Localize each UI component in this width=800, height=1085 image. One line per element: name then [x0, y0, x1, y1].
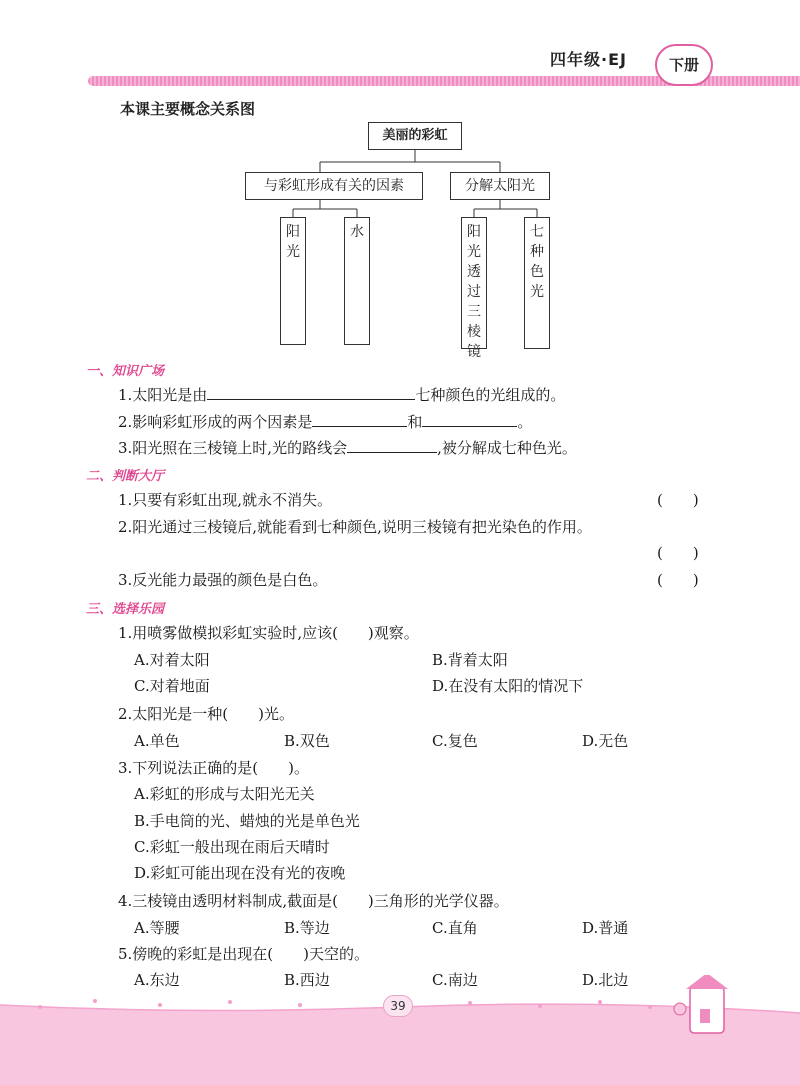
choice-option[interactable]: D.普通	[582, 919, 629, 937]
judge-question-3: 3.反光能力最强的颜色是白色。	[118, 571, 328, 589]
leaf-char: 七	[530, 224, 544, 240]
leaf-char: 透	[467, 264, 481, 280]
choice-option[interactable]: D.在没有太阳的情况下	[432, 677, 584, 695]
judge-answer-1[interactable]: ( )	[657, 491, 699, 509]
leaf-char: 三	[467, 304, 481, 320]
question-text: 七种颜色的光组成的。	[415, 386, 566, 404]
choice-option[interactable]: A.等腰	[134, 919, 180, 937]
choice-option[interactable]: C.南边	[432, 971, 478, 989]
choice-option[interactable]: D.北边	[582, 971, 629, 989]
answer-blank[interactable]	[347, 439, 437, 453]
choice-option[interactable]: C.直角	[432, 919, 478, 937]
footer-wave-decoration	[0, 975, 800, 1085]
concept-leaf-seven-colors	[524, 217, 550, 349]
leaf-char: 种	[530, 244, 544, 260]
concept-root-box: 美丽的彩虹	[368, 122, 462, 150]
leaf-char: 光	[467, 244, 481, 260]
question-text: 1.太阳光是由	[118, 386, 208, 404]
leaf-char: 光	[286, 244, 300, 260]
choice-option[interactable]: C.对着地面	[134, 677, 210, 695]
choice-option[interactable]: B.背着太阳	[432, 651, 508, 669]
concept-leaf-prism	[461, 217, 487, 360]
judge-answer-3[interactable]: ( )	[657, 571, 699, 589]
choice-question-4: 4.三棱镜由透明材料制成,截面是( )三角形的光学仪器。	[118, 892, 509, 910]
fill-question-1	[118, 384, 565, 405]
question-text: 2.影响彩虹形成的两个因素是	[118, 413, 313, 431]
judge-question-1: 1.只要有彩虹出现,就永不消失。	[118, 491, 333, 509]
choice-option[interactable]: C.复色	[432, 732, 478, 750]
leaf-char: 过	[467, 284, 481, 300]
leaf-char: 水	[350, 224, 364, 240]
section-knowledge-heading: 一、知识广场	[86, 364, 165, 379]
choice-option[interactable]: A.对着太阳	[134, 651, 210, 669]
question-text: 。	[517, 413, 533, 431]
answer-blank[interactable]	[312, 413, 407, 427]
concept-leaf-sunlight	[280, 217, 306, 345]
choice-option[interactable]: A.单色	[134, 732, 180, 750]
leaf-char: 棱	[467, 324, 481, 340]
concept-branch-factors: 与彩虹形成有关的因素	[245, 172, 423, 200]
grade-label: 四年级·EJ	[550, 50, 627, 69]
choice-question-2: 2.太阳光是一种( )光。	[118, 705, 295, 723]
section-choice-heading: 三、选择乐园	[86, 602, 165, 617]
judge-answer-2[interactable]: ( )	[657, 544, 699, 562]
concept-branch-decompose: 分解太阳光	[450, 172, 550, 200]
leaf-char: 镜	[467, 344, 481, 360]
choice-option[interactable]: B.西边	[284, 971, 330, 989]
concept-leaf-water	[344, 217, 370, 345]
concept-map-title: 本课主要概念关系图	[120, 100, 256, 118]
choice-question-1: 1.用喷雾做模拟彩虹实验时,应该( )观察。	[118, 624, 419, 642]
answer-blank[interactable]	[422, 413, 517, 427]
choice-option[interactable]: D.彩虹可能出现在没有光的夜晚	[134, 864, 346, 882]
leaf-char: 色	[530, 264, 544, 280]
question-text: 3.阳光照在三棱镜上时,光的路线会	[118, 439, 348, 457]
judge-question-2: 2.阳光通过三棱镜后,就能看到七种颜色,说明三棱镜有把光染色的作用。	[118, 518, 592, 536]
choice-question-5: 5.傍晚的彩虹是出现在( )天空的。	[118, 945, 370, 963]
choice-option[interactable]: A.东边	[134, 971, 180, 989]
section-judge-heading: 二、判断大厅	[86, 469, 165, 484]
choice-question-3: 3.下列说法正确的是( )。	[118, 759, 310, 777]
fill-question-3	[118, 437, 577, 458]
leaf-char: 光	[530, 284, 544, 300]
leaf-char: 阳	[286, 224, 300, 240]
answer-blank[interactable]	[207, 386, 415, 400]
choice-option[interactable]: C.彩虹一般出现在雨后天晴时	[134, 838, 330, 856]
volume-badge: 下册	[655, 44, 713, 86]
page-number: 39	[383, 995, 413, 1017]
leaf-char: 阳	[467, 224, 481, 240]
choice-option[interactable]: B.手电筒的光、蜡烛的光是单色光	[134, 812, 360, 830]
choice-option[interactable]: B.双色	[284, 732, 330, 750]
question-text: 和	[407, 413, 423, 431]
choice-option[interactable]: A.彩虹的形成与太阳光无关	[134, 785, 315, 803]
fill-question-2	[118, 411, 532, 432]
question-text: ,被分解成七种色光。	[437, 439, 577, 457]
choice-option[interactable]: B.等边	[284, 919, 330, 937]
choice-option[interactable]: D.无色	[582, 732, 629, 750]
